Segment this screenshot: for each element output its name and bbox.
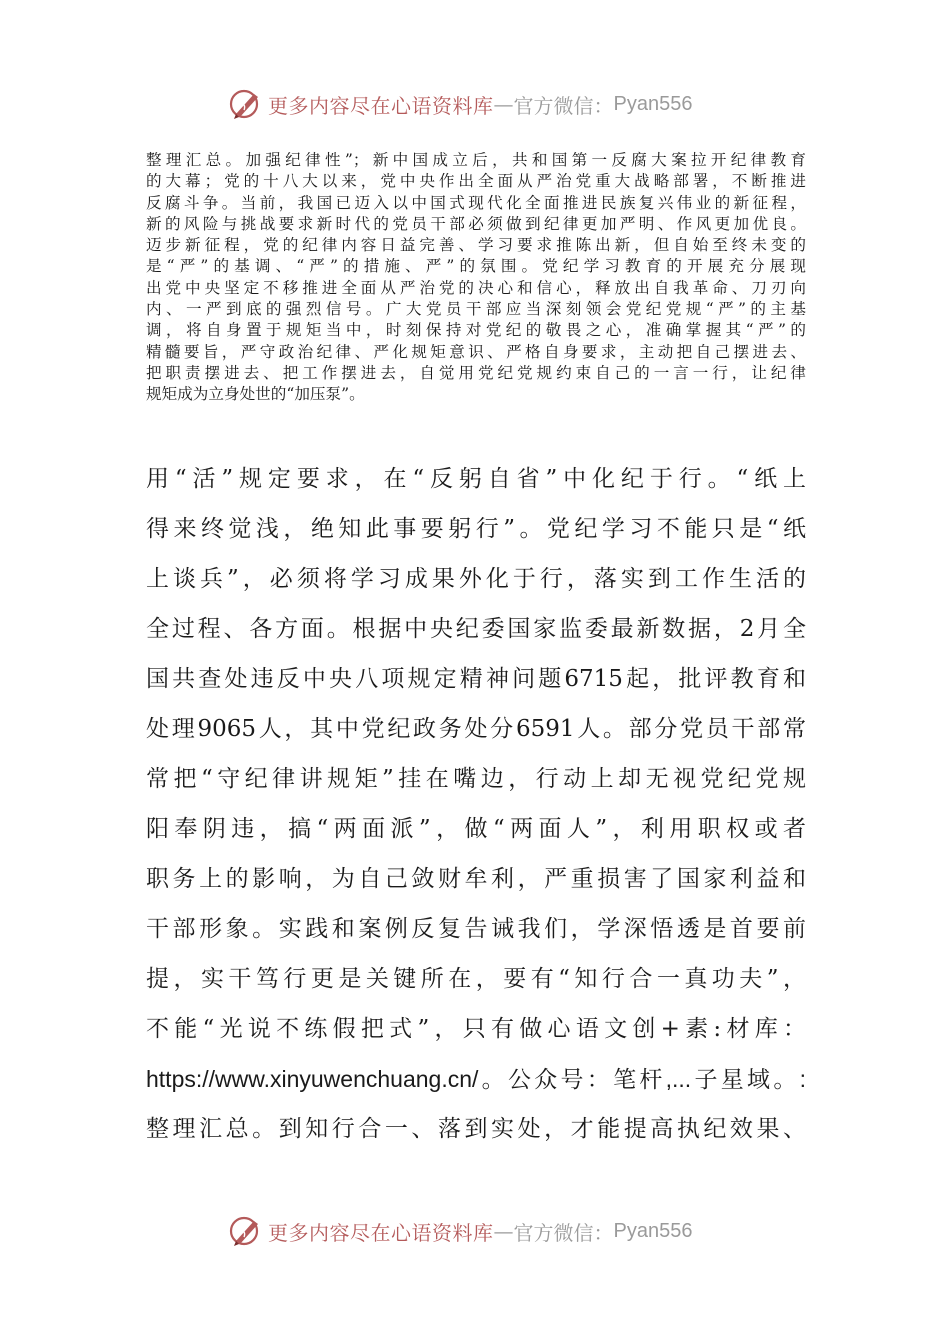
body-line: 国共查处违反中央八项规定精神问题6715起，批评教育和 <box>146 666 806 692</box>
excerpt-line: 反腐斗争。当前，我国已迈入以中国式现代化全面推进民族复兴伟业的新征程， <box>146 193 806 212</box>
body-line: 全过程、各方面。根据中央纪委国家监委最新数据，2月全 <box>146 616 806 642</box>
banner-site-text: 更多内容尽在心语资料库 <box>268 1220 494 1245</box>
banner-wechat-id: Pyan556 <box>613 1219 693 1242</box>
excerpt-line: 整理汇总。加强纪律性”；新中国成立后，共和国第一反腐大案拉开纪律教育 <box>146 151 806 169</box>
banner-wechat-id: Pyan556 <box>613 92 693 115</box>
banner-wechat-label: 官方微信： <box>513 93 614 118</box>
excerpt-line: 新的风险与挑战要求新时代的党员干部必须做到纪律更加严明、作风更加优良。 <box>146 214 806 233</box>
body-line: 得来终觉浅，绝知此事要躬行”。党纪学习不能只是“纸 <box>146 516 806 542</box>
body-line: 职务上的影响，为自己敛财牟利，严重损害了国家利益和 <box>146 866 806 892</box>
footer-banner <box>228 1211 728 1251</box>
body-line: 上谈兵”，必须将学习成果外化于行，落实到工作生活的 <box>146 566 806 592</box>
excerpt-line: 精髓要旨，严守政治纪律、严化规矩意识、严格自身要求，主动把自己摆进去、 <box>146 342 806 361</box>
body-line: 处理9065人，其中党纪政务处分6591人。部分党员干部常 <box>146 716 806 742</box>
body-line: 整理汇总。到知行合一、落到实处，才能提高执纪效果、 <box>146 1116 806 1142</box>
header-banner <box>228 84 728 124</box>
excerpt-line: 调，将自身置于规矩当中，时刻保持对党纪的敬畏之心，准确掌握其“严”的 <box>146 321 806 340</box>
banner-wechat-label: 官方微信： <box>513 1220 614 1245</box>
excerpt-line: 的大幕；党的十八大以来，党中央作出全面从严治党重大战略部署，不断推进 <box>146 172 806 191</box>
body-line: 提，实干笃行更是关键所在，要有“知行合一真功夫”， <box>146 966 806 992</box>
body-line: 阳奉阴违，搞“两面派”，做“两面人”，利用职权或者 <box>146 816 806 842</box>
pen-logo-icon <box>228 1213 264 1249</box>
pen-logo-icon <box>228 86 264 122</box>
excerpt-line: 把职责摆进去、把工作摆进去，自觉用党纪党规约束自己的一言一行，让纪律 <box>146 363 806 382</box>
body-line-url: https://www.xinyuwenchuang.cn/。公众号：笔杆,...子星域。: <box>146 1066 806 1092</box>
excerpt-paragraph <box>146 150 806 406</box>
banner-site-text: 更多内容尽在心语资料库 <box>268 93 494 118</box>
banner-dash: — <box>493 1219 514 1243</box>
body-line: 不能“光说不练假把式”，只有做心语文创+素:材库： <box>146 1016 806 1042</box>
excerpt-line: 规矩成为立身处世的“加压泵”。 <box>146 385 365 404</box>
banner-dash: — <box>493 92 514 116</box>
excerpt-line: 迈步新征程，党的纪律内容日益完善、学习要求推陈出新，但自始至终未变的 <box>146 236 806 255</box>
excerpt-line: 出党中央坚定不移推进全面从严治党的决心和信心，释放出自我革命、刀刃向 <box>146 278 806 297</box>
body-paragraph <box>146 454 806 1154</box>
body-line: 用“活”规定要求，在“反躬自省”中化纪于行。“纸上 <box>146 466 806 492</box>
excerpt-line: 是“严”的基调、“严”的措施、严”的氛围。党纪学习教育的开展充分展现 <box>146 257 806 276</box>
body-line: 干部形象。实践和案例反复告诫我们，学深悟透是首要前 <box>146 916 806 942</box>
excerpt-line: 内、一严到底的强烈信号。广大党员干部应当深刻领会党纪党规“严”的主基 <box>146 300 806 319</box>
body-line: 常把“守纪律讲规矩”挂在嘴边，行动上却无视党纪党规 <box>146 766 806 792</box>
